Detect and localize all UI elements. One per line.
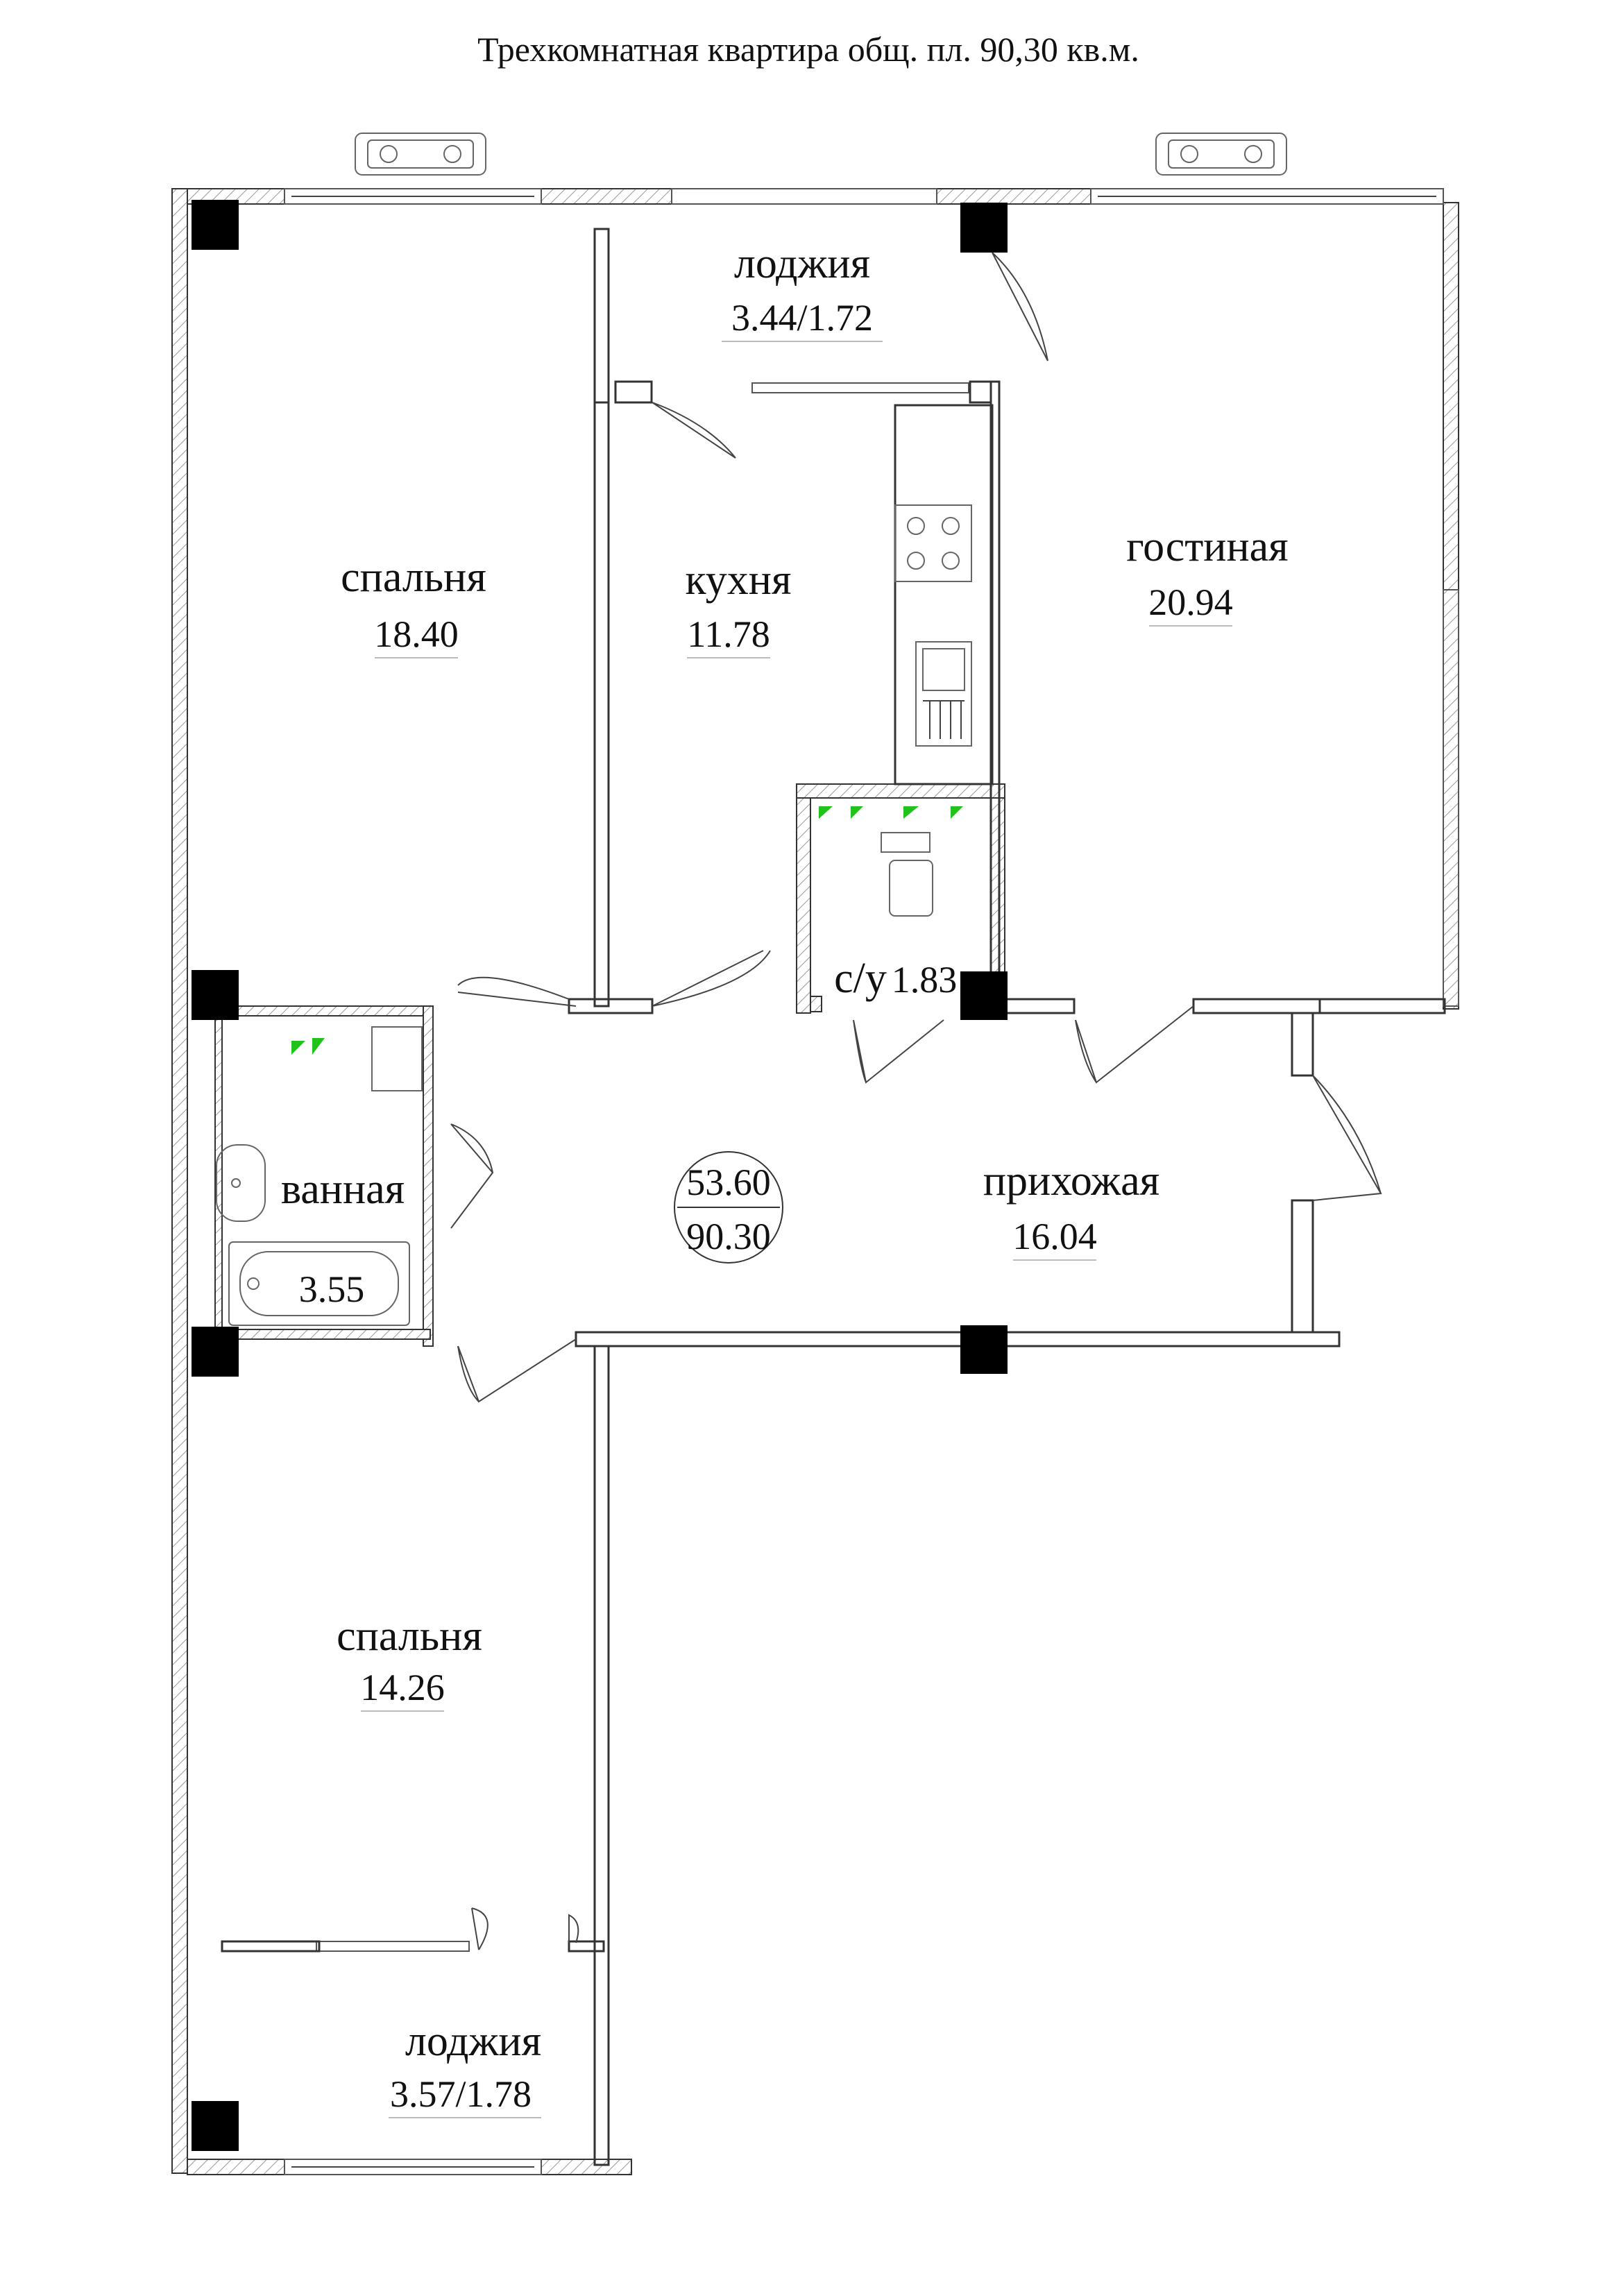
total-area-badge [674,1152,783,1263]
room-area: 1.83 [891,959,958,1001]
room-loggia-bottom [390,2018,541,2115]
room-bath [281,1166,405,1310]
interior-walls [222,229,1445,2165]
room-bedroom-2 [337,1613,482,1708]
room-area: 3.55 [298,1268,365,1310]
room-name: ванная [280,1166,405,1213]
room-area: 18.40 [374,613,459,655]
living-area-total: 53.60 [686,1162,771,1203]
room-name: лоджия [733,240,871,287]
room-kitchen [686,556,792,655]
washing-machine-icon [372,1027,422,1091]
room-living [1126,523,1288,623]
room-area: 16.04 [1012,1216,1097,1257]
room-name: спальня [341,554,486,601]
room-name: спальня [337,1613,482,1660]
doors [451,253,1381,1950]
stove-icon [895,505,971,581]
room-name: прихожая [983,1157,1160,1205]
room-area: 11.78 [687,613,770,655]
bath-pipes [291,1038,325,1055]
room-name: с/у [834,955,887,1002]
room-name: гостиная [1126,523,1289,570]
sink-icon [916,642,971,746]
wc-pipes [819,806,963,819]
room-wc [834,955,957,1002]
room-name: лоджия [405,2018,542,2065]
room-area: 20.94 [1148,581,1233,623]
windows [284,189,1459,2175]
room-hall [983,1157,1159,1257]
area-underlines [361,341,1232,2118]
toilet-icon [881,833,933,916]
room-area: 3.44/1.72 [731,297,874,339]
room-name: кухня [685,556,792,604]
room-bedroom-1 [341,554,486,655]
ac-unit-left-icon [355,133,486,175]
plan-title: Трехкомнатная квартира общ. пл. 90,30 кв.м. [477,30,1139,69]
room-area: 14.26 [360,1667,445,1708]
ac-unit-right-icon [1156,133,1286,175]
total-area: 90.30 [686,1216,771,1257]
washbasin-icon [216,1145,265,1221]
room-loggia-top [731,240,873,339]
room-area: 3.57/1.78 [389,2073,532,2115]
